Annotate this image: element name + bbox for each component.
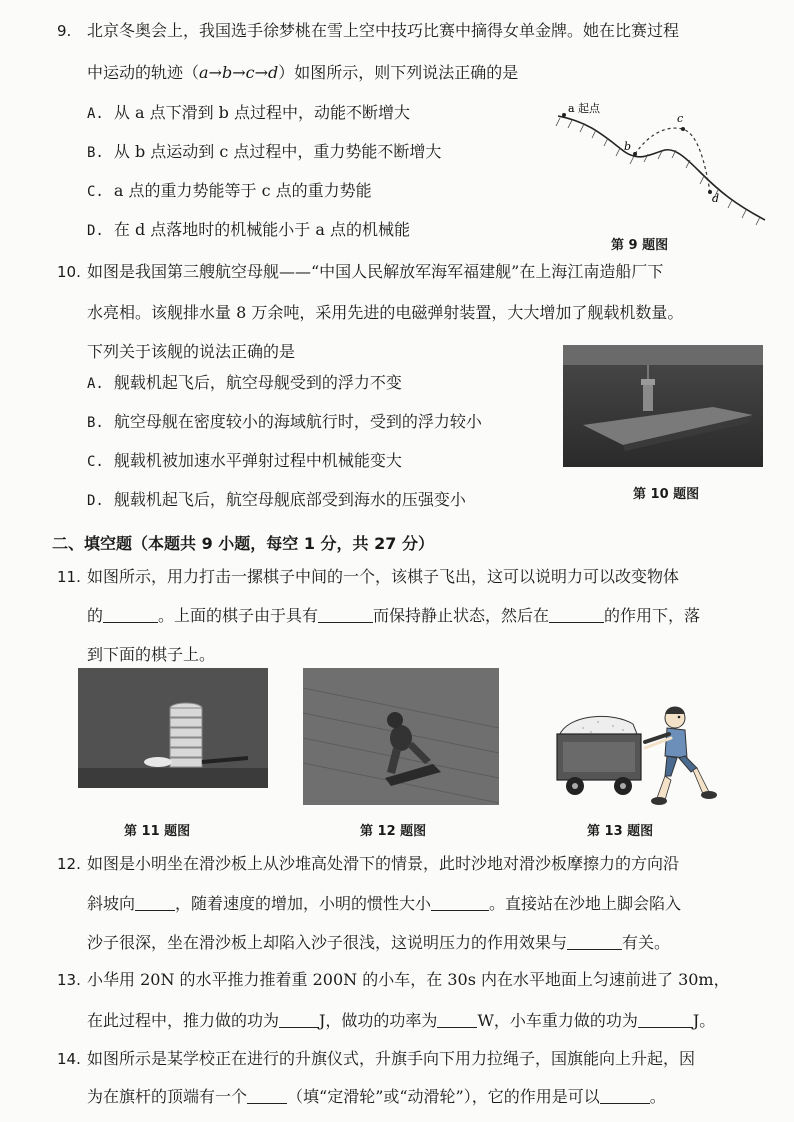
q9-label-c: c [677, 112, 684, 125]
q14-blank-1[interactable] [247, 1087, 287, 1104]
q12-blank-2[interactable] [431, 894, 489, 911]
q11-figure-caption: 第 11 题图 [124, 824, 191, 839]
q13-number: 13. [57, 971, 81, 989]
q9-ski-trajectory-diagram [550, 92, 772, 228]
q12-number: 12. [57, 855, 81, 873]
q9-stem-line1: 北京冬奥会上，我国选手徐梦桃在雪上空中技巧比赛中摘得女单金牌。她在比赛过程 [87, 21, 680, 40]
q13-figure-caption: 第 13 题图 [587, 824, 654, 839]
q14-line1: 如图所示是某学校正在进行的升旗仪式，升旗手向下用力拉绳子，国旗能向上升起，因 [87, 1049, 696, 1068]
q13-line1: 小华用 20N 的水平推力推着重 200N 的小车，在 30s 内在水平地面上匀速前进了 30m， [87, 970, 730, 989]
q9-path: a→b→c→d [199, 63, 279, 82]
q9-option-b: B. 从 b 点运动到 c 点过程中，重力势能不断增大 [87, 142, 442, 161]
q10-aircraft-carrier-photo [563, 345, 763, 467]
q11-blank-3[interactable] [549, 606, 604, 623]
q10-figure-caption: 第 10 题图 [633, 487, 700, 502]
q12-line3: 沙子很深，坐在滑沙板上却陷入沙子很浅，这说明压力的作用效果与 有关。 [87, 933, 671, 952]
q10-stem-line2: 水亮相。该舰排水量 8 万余吨，采用先进的电磁弹射装置，大大增加了舰载机数量。 [87, 303, 684, 322]
q12-line2: 斜坡向 ，随着速度的增加，小明的惯性大小 。直接站在沙地上脚会陷入 [87, 894, 682, 913]
q10-stem-line1: 如图是我国第三艘航空母舰——“中国人民解放军海军福建舰”在上海江南造船厂下 [87, 262, 664, 281]
q10-option-d: D. 舰载机起飞后，航空母舰底部受到海水的压强变小 [87, 490, 466, 509]
q10-option-b: B. 航空母舰在密度较小的海域航行时，受到的浮力较小 [87, 412, 482, 431]
q9-option-a: A. 从 a 点下滑到 b 点过程中，动能不断增大 [87, 103, 410, 122]
q14-line2: 为在旗杆的顶端有一个 （填“定滑轮”或“动滑轮”），它的作用是可以 。 [87, 1087, 666, 1106]
q11-blank-2[interactable] [318, 606, 373, 623]
q9-number: 9. [57, 22, 72, 40]
q9-label-d: d [712, 192, 720, 205]
q13-blank-3[interactable] [638, 1011, 693, 1028]
q10-stem-line3: 下列关于该舰的说法正确的是 [87, 342, 296, 361]
q13-blank-2[interactable] [437, 1011, 477, 1028]
q14-blank-2[interactable] [600, 1087, 650, 1104]
q14-number: 14. [57, 1050, 81, 1068]
q13-boy-pushing-cart-drawing [553, 700, 723, 812]
q10-option-a: A. 舰载机起飞后，航空母舰受到的浮力不变 [87, 373, 402, 392]
q13-blank-1[interactable] [279, 1011, 319, 1028]
q11-blank-1[interactable] [103, 606, 158, 623]
q12-sand-sledding-photo [303, 668, 499, 805]
q11-number: 11. [57, 568, 81, 586]
q9-label-start: a 起点 [568, 102, 601, 115]
q9-stem-line2: 中运动的轨迹（a→b→c→d）如图所示，则下列说法正确的是 [87, 63, 519, 82]
q12-blank-1[interactable] [135, 894, 175, 911]
q13-line2: 在此过程中，推力做的功为 J，做功的功率为 W，小车重力做的功为 J。 [87, 1011, 716, 1030]
q12-figure-caption: 第 12 题图 [360, 824, 427, 839]
q11-line3: 到下面的棋子上。 [87, 645, 216, 664]
q11-line1: 如图所示，用力打击一摞棋子中间的一个，该棋子飞出，这可以说明力可以改变物体 [87, 567, 680, 586]
q11-checker-stack-photo [78, 668, 268, 788]
section2-title: 二、填空题（本题共 9 小题，每空 1 分，共 27 分） [52, 534, 434, 553]
q9-figure-caption: 第 9 题图 [611, 238, 669, 253]
q11-line2: 的 。上面的棋子由于具有 而保持静止状态，然后在 的作用下，落 [87, 606, 701, 625]
q10-option-c: C. 舰载机被加速水平弹射过程中机械能变大 [87, 451, 402, 470]
q12-blank-3[interactable] [567, 933, 622, 950]
q10-number: 10. [57, 263, 81, 281]
q9-option-c: C. a 点的重力势能等于 c 点的重力势能 [87, 181, 372, 200]
q9-label-b: b [624, 140, 632, 153]
q12-line1: 如图是小明坐在滑沙板上从沙堆高处滑下的情景，此时沙地对滑沙板摩擦力的方向沿 [87, 854, 680, 873]
q9-option-d: D. 在 d 点落地时的机械能小于 a 点的机械能 [87, 220, 410, 239]
